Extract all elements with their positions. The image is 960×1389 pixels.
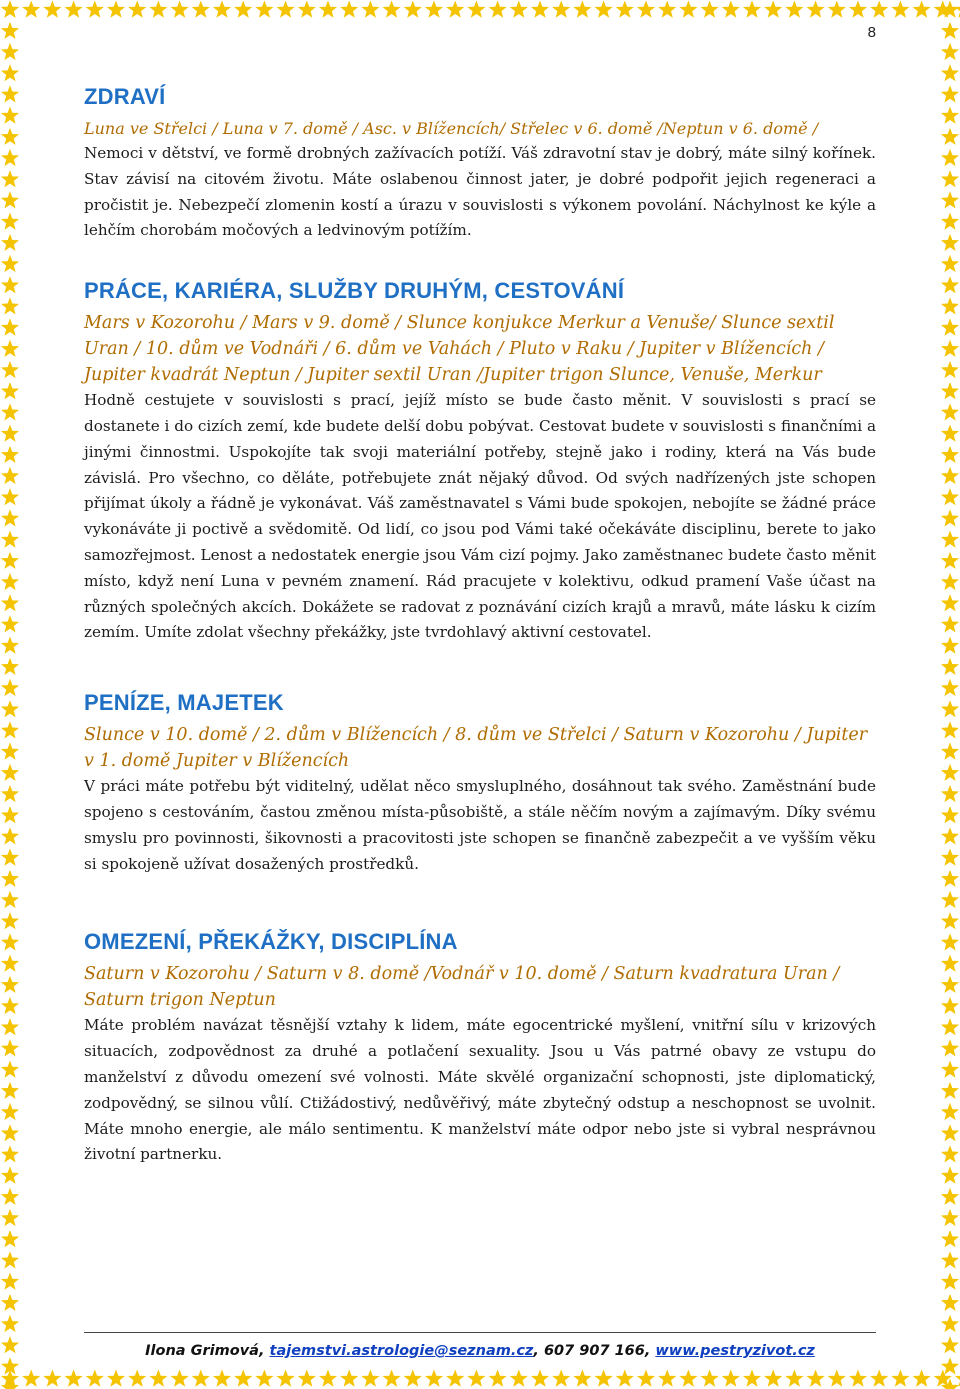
border-star-icon — [22, 1, 40, 18]
border-star-icon — [1, 1188, 19, 1205]
border-star-icon — [941, 107, 959, 124]
border-star-icon — [1, 488, 19, 505]
border-star-icon — [531, 1370, 549, 1387]
border-star-icon — [340, 1370, 358, 1387]
border-star-icon — [941, 1273, 959, 1290]
border-star-icon — [941, 912, 959, 929]
border-star-icon — [255, 1, 273, 18]
border-star-icon — [722, 1370, 740, 1387]
star-border-left — [0, 0, 20, 1389]
border-star-icon — [277, 1, 295, 18]
border-star-icon — [43, 1370, 61, 1387]
border-star-icon — [1, 1315, 19, 1332]
border-star-icon — [107, 1, 125, 18]
border-star-icon — [86, 1370, 104, 1387]
border-star-icon — [213, 1, 231, 18]
section-health — [84, 84, 876, 244]
border-star-icon — [65, 1, 83, 18]
border-star-icon — [743, 1, 761, 18]
border-star-icon — [1, 785, 19, 802]
border-star-icon — [234, 1370, 252, 1387]
border-star-icon — [1, 637, 19, 654]
border-star-icon — [941, 721, 959, 738]
border-star-icon — [552, 1, 570, 18]
border-star-icon — [1, 743, 19, 760]
border-star-icon — [941, 213, 959, 230]
footer-email-link[interactable]: tajemstvi.astrologie@seznam.cz — [269, 1343, 534, 1359]
astro-aspects-money: Slunce v 10. domě / 2. dům v Blížencích / 8. dům ve Střelci / Saturn v Kozorohu / Jupiter v 1. domě Jupiter v Blížencích — [84, 725, 868, 772]
section-title-work: PRÁCE, KARIÉRA, SLUŽBY DRUHÝM, CESTOVÁNÍ — [84, 278, 625, 304]
border-star-icon — [595, 1370, 613, 1387]
border-star-icon — [1, 1082, 19, 1099]
border-star-icon — [941, 1167, 959, 1184]
border-star-icon — [941, 1315, 959, 1332]
border-star-icon — [1, 806, 19, 823]
border-star-icon — [1, 1018, 19, 1035]
section-work — [84, 278, 876, 646]
border-star-icon — [941, 1039, 959, 1056]
border-star-icon — [658, 1370, 676, 1387]
border-star-icon — [234, 1, 252, 18]
border-star-icon — [1, 594, 19, 611]
border-star-icon — [149, 1370, 167, 1387]
border-star-icon — [658, 1, 676, 18]
border-star-icon — [1, 213, 19, 230]
border-star-icon — [941, 976, 959, 993]
border-star-icon — [941, 552, 959, 569]
border-star-icon — [149, 1, 167, 18]
border-star-icon — [1, 85, 19, 102]
border-star-icon — [531, 1, 549, 18]
section-text-money: V práci máte potřebu být viditelný, udělat něco smysluplného, dosáhnout tak svého. Zaměstnání bude spojeno s cestováním, častou změnou místa-působiště, a stále něčím novým a zajímavým. Díky svému smyslu pro povinnosti, šikovnosti a pracovitosti jste schopen se finančně zabezpečit a ve vyšším věku si spokojeně užívat dosažených prostředků. — [84, 777, 876, 873]
section-limits — [84, 929, 876, 1168]
star-border-top — [0, 0, 960, 20]
border-star-icon — [955, 1370, 960, 1387]
border-star-icon — [941, 446, 959, 463]
border-star-icon — [573, 1370, 591, 1387]
border-star-icon — [828, 1370, 846, 1387]
border-star-icon — [913, 1, 931, 18]
border-star-icon — [1, 1145, 19, 1162]
border-star-icon — [941, 64, 959, 81]
border-star-icon — [941, 615, 959, 632]
border-star-icon — [1, 552, 19, 569]
border-star-icon — [1, 849, 19, 866]
border-star-icon — [941, 955, 959, 972]
border-star-icon — [941, 933, 959, 950]
border-star-icon — [489, 1370, 507, 1387]
section-text-health: Nemoci v dětství, ve formě drobných zažívacích potíží. Váš zdravotní stav je dobrý, máte silný kořínek. Stav závisí na citovém životu. Máte oslabenou činnost jater, je dobré podpořit jejich regeneraci a pročistit je. Nebezpečí zlomenin kostí a úrazu v souvislosti s výkonem povolání. Náchylnost ke kýle a lehčím chorobám močových a ledvinovým potížím. — [84, 144, 876, 240]
border-star-icon — [383, 1, 401, 18]
border-star-icon — [255, 1370, 273, 1387]
border-star-icon — [941, 340, 959, 357]
border-star-icon — [1, 764, 19, 781]
border-star-icon — [1, 297, 19, 314]
border-star-icon — [1, 976, 19, 993]
border-star-icon — [941, 1103, 959, 1120]
border-star-icon — [1, 1, 19, 18]
section-title-health: ZDRAVÍ — [84, 84, 166, 109]
border-star-icon — [404, 1, 422, 18]
border-star-icon — [828, 1, 846, 18]
border-star-icon — [807, 1370, 825, 1387]
border-star-icon — [171, 1, 189, 18]
border-star-icon — [941, 1336, 959, 1353]
border-star-icon — [1, 721, 19, 738]
border-star-icon — [446, 1370, 464, 1387]
border-star-icon — [425, 1370, 443, 1387]
border-star-icon — [807, 1, 825, 18]
border-star-icon — [849, 1, 867, 18]
border-star-icon — [277, 1370, 295, 1387]
border-star-icon — [446, 1, 464, 18]
border-star-icon — [383, 1370, 401, 1387]
border-star-icon — [1, 997, 19, 1014]
border-star-icon — [941, 870, 959, 887]
border-star-icon — [941, 700, 959, 717]
border-star-icon — [941, 1145, 959, 1162]
border-star-icon — [1, 319, 19, 336]
section-money — [84, 690, 876, 877]
border-star-icon — [1, 531, 19, 548]
border-star-icon — [467, 1370, 485, 1387]
border-star-icon — [298, 1, 316, 18]
border-star-icon — [679, 1, 697, 18]
border-star-icon — [1, 1039, 19, 1056]
border-star-icon — [637, 1, 655, 18]
border-star-icon — [43, 1, 61, 18]
border-star-icon — [1, 1294, 19, 1311]
border-star-icon — [107, 1370, 125, 1387]
border-star-icon — [870, 1370, 888, 1387]
page-footer — [84, 1332, 876, 1359]
border-star-icon — [171, 1370, 189, 1387]
border-star-icon — [192, 1, 210, 18]
border-star-icon — [934, 1, 952, 18]
border-star-icon — [941, 658, 959, 675]
border-star-icon — [941, 1379, 959, 1389]
border-star-icon — [1, 870, 19, 887]
border-star-icon — [1, 1124, 19, 1141]
border-star-icon — [891, 1, 909, 18]
border-star-icon — [128, 1, 146, 18]
border-star-icon — [1, 1061, 19, 1078]
border-star-icon — [1, 340, 19, 357]
border-star-icon — [941, 170, 959, 187]
border-star-icon — [941, 1357, 959, 1374]
border-star-icon — [941, 594, 959, 611]
border-star-icon — [1, 234, 19, 251]
footer-author: Ilona Grimová, — [145, 1343, 270, 1359]
border-star-icon — [941, 1, 959, 18]
border-star-icon — [1, 1336, 19, 1353]
border-star-icon — [764, 1, 782, 18]
border-star-icon — [679, 1370, 697, 1387]
border-star-icon — [637, 1370, 655, 1387]
border-star-icon — [941, 1082, 959, 1099]
border-star-icon — [941, 403, 959, 420]
page-number: 8 — [867, 24, 876, 41]
border-star-icon — [941, 827, 959, 844]
border-star-icon — [1, 827, 19, 844]
border-star-icon — [616, 1370, 634, 1387]
astro-aspects-limits: Saturn v Kozorohu / Saturn v 8. domě /Vodnář v 10. domě / Saturn kvadratura Uran / Saturn trigon Neptun — [84, 964, 840, 1011]
border-star-icon — [941, 255, 959, 272]
border-star-icon — [941, 1188, 959, 1205]
border-star-icon — [1, 573, 19, 590]
border-star-icon — [941, 509, 959, 526]
border-star-icon — [1, 255, 19, 272]
border-star-icon — [1, 64, 19, 81]
border-star-icon — [1, 1209, 19, 1226]
border-star-icon — [1, 403, 19, 420]
astro-aspects-work: Mars v Kozorohu / Mars v 9. domě / Slunce konjukce Merkur a Venuše/ Slunce sextil Uran / 10. dům ve Vodnáři / 6. dům ve Vahách / Pluto v Raku / Jupiter v Blížencích / Jupiter kvadrát Neptun / Jupiter sextil Uran /Jupiter trigon Slunce, Venuše, Merkur — [84, 313, 835, 386]
border-star-icon — [941, 425, 959, 442]
border-star-icon — [941, 1209, 959, 1226]
border-star-icon — [1, 891, 19, 908]
border-star-icon — [941, 128, 959, 145]
border-star-icon — [1, 700, 19, 717]
border-star-icon — [1, 1251, 19, 1268]
border-star-icon — [1, 425, 19, 442]
border-star-icon — [913, 1370, 931, 1387]
border-star-icon — [941, 997, 959, 1014]
border-star-icon — [941, 1018, 959, 1035]
border-star-icon — [941, 1061, 959, 1078]
border-star-icon — [1, 170, 19, 187]
border-star-icon — [1, 1230, 19, 1247]
border-star-icon — [941, 1124, 959, 1141]
border-star-icon — [955, 1, 960, 18]
border-star-icon — [849, 1370, 867, 1387]
border-star-icon — [361, 1, 379, 18]
border-star-icon — [489, 1, 507, 18]
border-star-icon — [941, 1294, 959, 1311]
border-star-icon — [1, 679, 19, 696]
border-star-icon — [213, 1370, 231, 1387]
border-star-icon — [298, 1370, 316, 1387]
border-star-icon — [510, 1, 528, 18]
border-star-icon — [941, 891, 959, 908]
border-star-icon — [1, 1273, 19, 1290]
star-border-right — [940, 0, 960, 1389]
border-star-icon — [1, 128, 19, 145]
section-title-money: PENÍZE, MAJETEK — [84, 690, 284, 716]
border-star-icon — [340, 1, 358, 18]
border-star-icon — [361, 1370, 379, 1387]
border-star-icon — [1, 658, 19, 675]
footer-website-link[interactable]: www.pestryzivot.cz — [655, 1343, 815, 1359]
border-star-icon — [941, 85, 959, 102]
border-star-icon — [552, 1370, 570, 1387]
border-star-icon — [319, 1, 337, 18]
section-text-work: Hodně cestujete v souvislosti s prací, jejíž místo se bude často měnit. V souvislosti s prací se dostanete i do cizích zemí, kde budete delší dobu pobývat. Cestovat budete v souvislosti s finančními a jinými činnostmi. Uspokojíte tak svoji materiální potřeby, stejně jako i rodiny, která na Vás bude závislá. Pro všechno, co děláte, potřebujete znát nějaký důvod. Od svých nadřízených jste schopen přijímat úkoly a řádně je vykonávat. Váš zaměstnavatel s Vámi bude spokojen, nebojíte se žádné práce vykonáváte ji poctivě a svědomitě. Od lidí, co jsou pod Vámi také očekáváte disciplinu, berete to jako samozřejmost. Lenost a nedostatek energie jsou Vám cizí pojmy. Jako zaměstnanec budete často měnit místo, když není Luna v pevném znamení. Rád pracujete v kolektivu, odkud pramení Vaše účast na různých společných akcích. Dokážete se radovat z poznávání cizích krajů a mravů, máte lásku k cizím zemím. Umíte zdolat všechny překážky, jste tvrdohlavý aktivní cestovatel. — [84, 391, 876, 642]
border-star-icon — [941, 488, 959, 505]
border-star-icon — [192, 1370, 210, 1387]
border-star-icon — [1, 955, 19, 972]
border-star-icon — [941, 679, 959, 696]
border-star-icon — [941, 531, 959, 548]
border-star-icon — [941, 319, 959, 336]
border-star-icon — [1, 1167, 19, 1184]
border-star-icon — [319, 1370, 337, 1387]
border-star-icon — [1, 149, 19, 166]
border-star-icon — [1, 1, 19, 18]
border-star-icon — [65, 1370, 83, 1387]
border-star-icon — [941, 573, 959, 590]
border-star-icon — [870, 1, 888, 18]
border-star-icon — [1, 1379, 19, 1389]
border-star-icon — [86, 1, 104, 18]
border-star-icon — [941, 234, 959, 251]
border-star-icon — [510, 1370, 528, 1387]
border-star-icon — [1, 1357, 19, 1374]
border-star-icon — [1, 22, 19, 39]
border-star-icon — [941, 467, 959, 484]
border-star-icon — [941, 849, 959, 866]
border-star-icon — [941, 22, 959, 39]
border-star-icon — [941, 743, 959, 760]
border-star-icon — [1, 1103, 19, 1120]
border-star-icon — [891, 1370, 909, 1387]
border-star-icon — [1, 276, 19, 293]
border-star-icon — [1, 467, 19, 484]
border-star-icon — [573, 1, 591, 18]
border-star-icon — [934, 1370, 952, 1387]
border-star-icon — [941, 785, 959, 802]
border-star-icon — [941, 191, 959, 208]
border-star-icon — [1, 361, 19, 378]
section-title-limits: OMEZENÍ, PŘEKÁŽKY, DISCIPLÍNA — [84, 929, 458, 955]
page-content — [84, 80, 876, 1168]
border-star-icon — [595, 1, 613, 18]
border-star-icon — [941, 382, 959, 399]
border-star-icon — [941, 297, 959, 314]
footer-phone: , 607 907 166, — [533, 1343, 656, 1359]
border-star-icon — [1, 382, 19, 399]
border-star-icon — [701, 1370, 719, 1387]
star-border-bottom — [0, 1369, 960, 1389]
border-star-icon — [941, 1230, 959, 1247]
border-star-icon — [1, 509, 19, 526]
section-text-limits: Máte problém navázat těsnější vztahy k lidem, máte egocentrické myšlení, vnitřní sílu v krizových situacích, zodpovědnost za druhé a potlačení sexuality. Jsou u Vás patrné obavy ze vstupu do manželství z důvodu omezení své volnosti. Máte skvělé organizační schopnosti, jste diplomatický, zodpovědný, se silnou vůlí. Ctižádostivý, nedůvěřivý, máte zbytečný odstup a neschopnost se uvolnit. Máte mnoho energie, ale málo sentimentu. K manželství máte odpor nebo jste si vybral nesprávnou životní partnerku. — [84, 1016, 876, 1164]
border-star-icon — [941, 43, 959, 60]
border-star-icon — [941, 764, 959, 781]
border-star-icon — [1, 615, 19, 632]
border-star-icon — [941, 276, 959, 293]
border-star-icon — [425, 1, 443, 18]
border-star-icon — [785, 1370, 803, 1387]
border-star-icon — [701, 1, 719, 18]
astro-aspects-health: Luna ve Střelci / Luna v 7. domě / Asc. v Blížencích/ Střelec v 6. domě /Neptun v 6. domě / — [84, 119, 819, 138]
border-star-icon — [616, 1, 634, 18]
border-star-icon — [1, 191, 19, 208]
border-star-icon — [941, 361, 959, 378]
border-star-icon — [1, 43, 19, 60]
border-star-icon — [722, 1, 740, 18]
border-star-icon — [764, 1370, 782, 1387]
border-star-icon — [743, 1370, 761, 1387]
border-star-icon — [1, 107, 19, 124]
border-star-icon — [404, 1370, 422, 1387]
border-star-icon — [941, 637, 959, 654]
border-star-icon — [785, 1, 803, 18]
border-star-icon — [128, 1370, 146, 1387]
border-star-icon — [22, 1370, 40, 1387]
border-star-icon — [941, 149, 959, 166]
border-star-icon — [941, 1251, 959, 1268]
border-star-icon — [1, 446, 19, 463]
border-star-icon — [1, 933, 19, 950]
border-star-icon — [1, 1370, 19, 1387]
border-star-icon — [941, 806, 959, 823]
border-star-icon — [467, 1, 485, 18]
border-star-icon — [1, 912, 19, 929]
